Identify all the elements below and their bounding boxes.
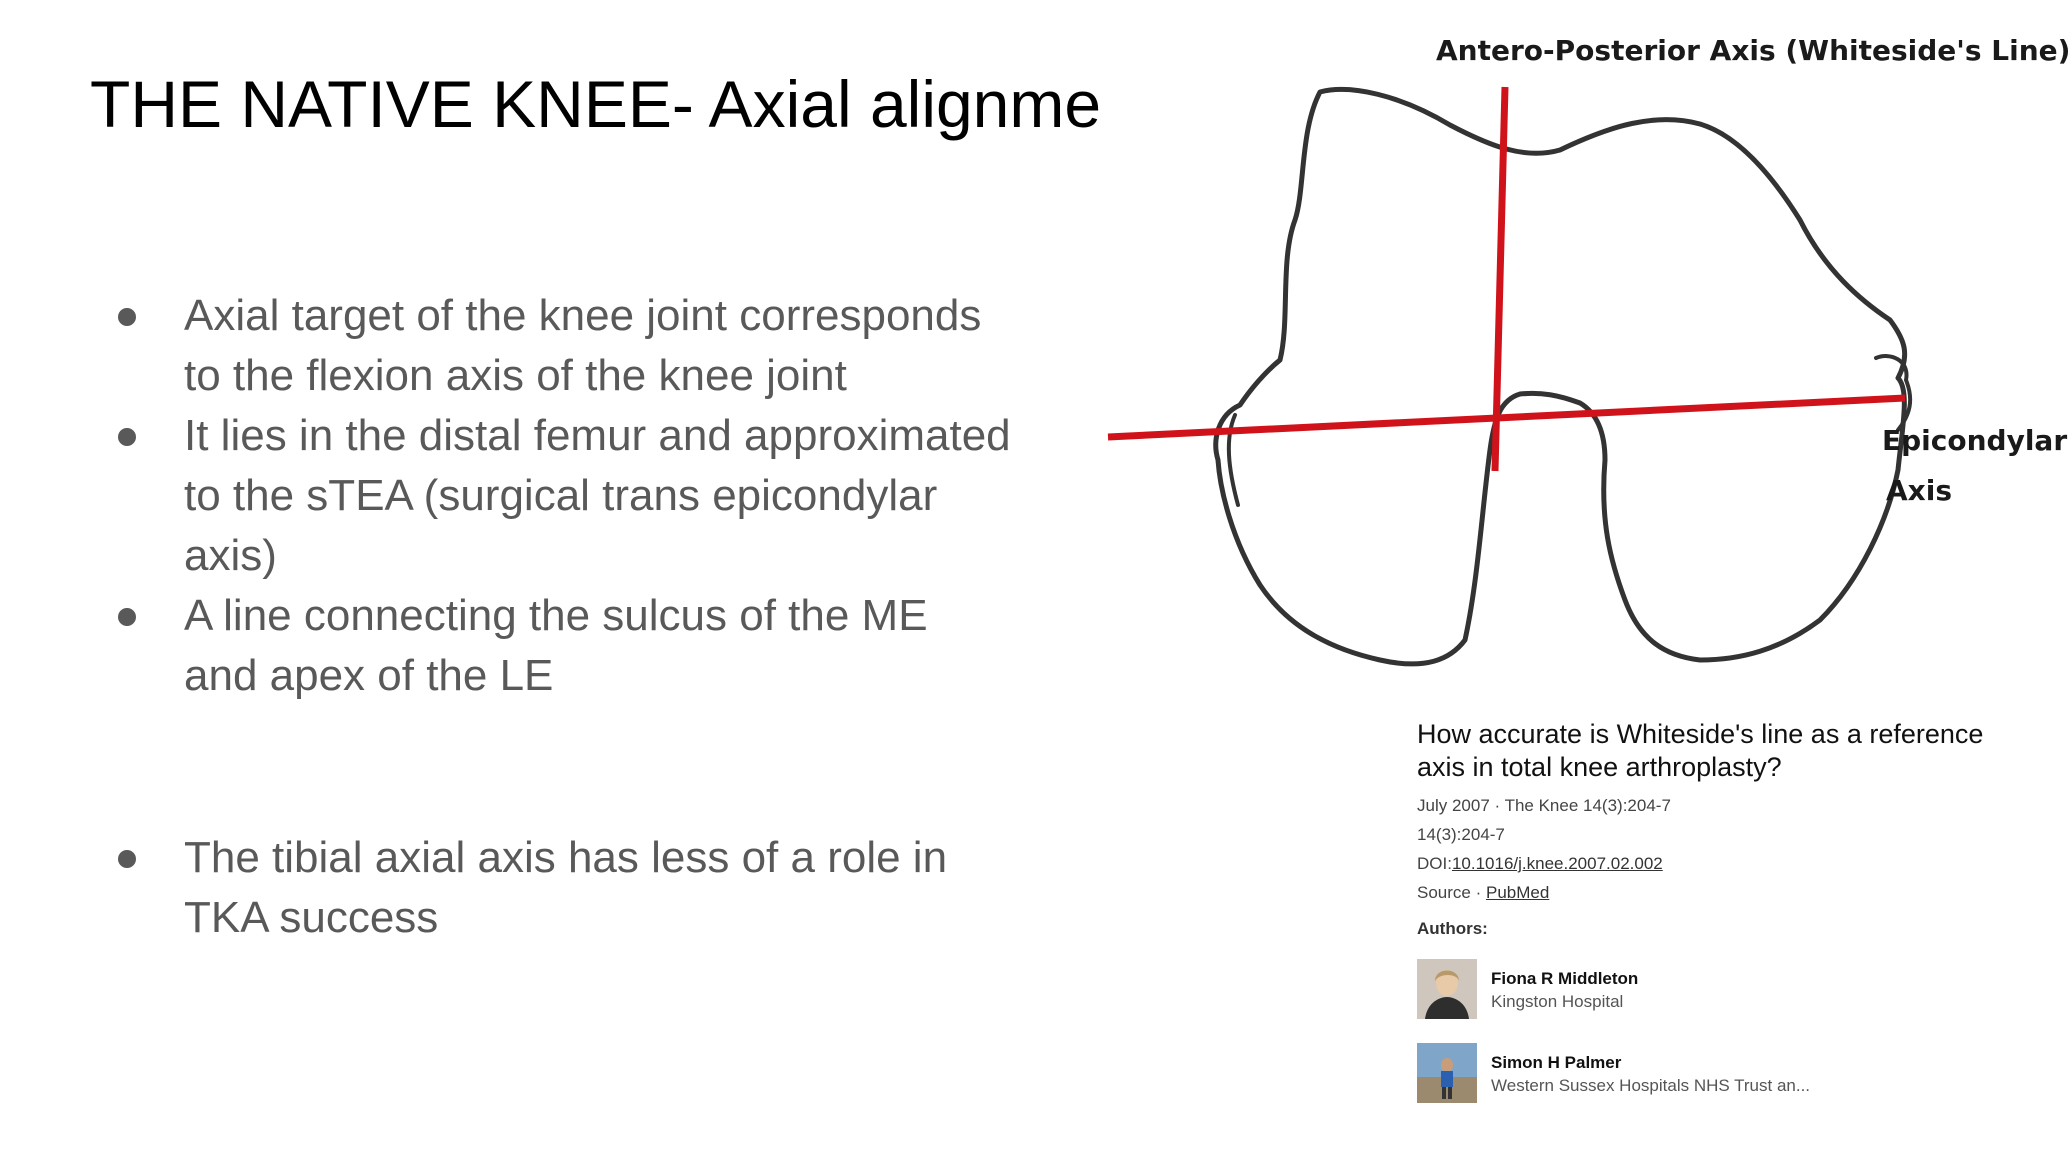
bullet-text: The tibial axial axis has less of a role in TKA success — [184, 833, 948, 942]
author-item[interactable] — [1417, 1043, 2017, 1105]
bullet-text: A line connecting the sulcus of the ME and apex of the LE — [184, 591, 928, 700]
bullet-item — [112, 406, 1012, 586]
bullet-item — [112, 586, 1012, 706]
femur-outline — [1216, 89, 1905, 663]
epicondylar-label-line2: Axis — [1886, 474, 1952, 507]
doi-label: DOI: — [1417, 854, 1452, 873]
bullet-item — [112, 828, 1012, 948]
bullet-list — [112, 286, 1012, 948]
article-doi — [1417, 854, 2017, 874]
author-name[interactable]: Fiona R Middleton — [1491, 969, 1639, 988]
avatar[interactable] — [1417, 959, 1477, 1019]
article-date-journal: July 2007 · The Knee 14(3):204-7 — [1417, 796, 1671, 815]
author-affiliation: Western Sussex Hospitals NHS Trust an... — [1491, 1076, 1811, 1095]
slide-title: THE NATIVE KNEE- Axial alignme — [90, 67, 1102, 141]
author-name[interactable]: Simon H Palmer — [1491, 1053, 1622, 1072]
author-photo-icon — [1417, 1043, 1477, 1103]
epicondylar-label-line1: Epicondylar — [1882, 424, 2068, 457]
article-source — [1417, 883, 2017, 903]
article-title[interactable]: How accurate is Whiteside's line as a reference axis in total knee arthroplasty? — [1417, 719, 1984, 782]
femur-diagram — [1080, 20, 2048, 700]
authors-heading: Authors: — [1417, 919, 1488, 938]
bullet-text: Axial target of the knee joint corresponds to the flexion axis of the knee joint — [184, 291, 982, 400]
author-photo-icon — [1417, 959, 1477, 1019]
ap-axis-label: Antero-Posterior Axis (Whiteside's Line) — [1436, 34, 2070, 67]
source-link[interactable]: PubMed — [1485, 883, 1550, 902]
bullet-dot-icon — [118, 850, 136, 868]
femur-axes-figure — [1080, 20, 2070, 700]
author-affiliation: Kingston Hospital — [1491, 992, 1624, 1011]
source-label: Source · — [1417, 883, 1486, 902]
bullet-text: It lies in the distal femur and approximated to the sTEA (surgical trans epicondylar axis) — [184, 411, 1011, 580]
article-issue: 14(3):204-7 — [1417, 825, 1505, 844]
avatar[interactable] — [1417, 1043, 1477, 1103]
bullet-dot-icon — [118, 308, 136, 326]
bullet-dot-icon — [118, 428, 136, 446]
bullet-dot-icon — [118, 608, 136, 626]
author-item[interactable] — [1417, 959, 2017, 1021]
article-citation — [1417, 718, 2017, 1105]
bullet-item — [112, 286, 1012, 406]
doi-link[interactable]: 10.1016/j.knee.2007.02.002 — [1451, 854, 1663, 873]
